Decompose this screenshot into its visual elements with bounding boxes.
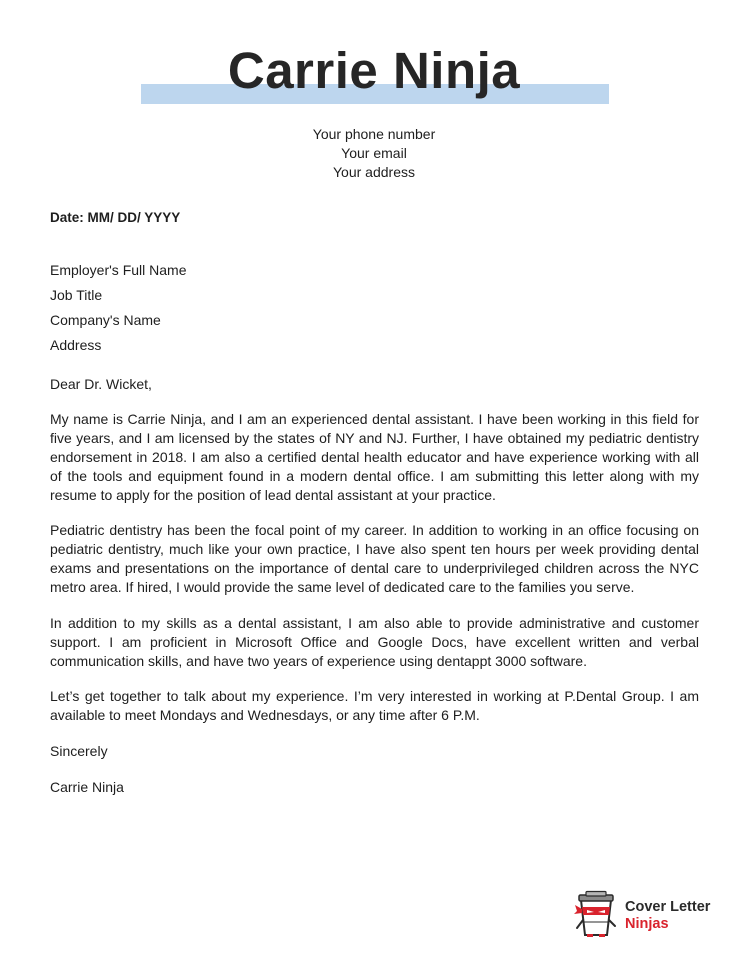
applicant-name: Carrie Ninja [227,42,521,99]
brand-logo [574,890,734,938]
contact-block [0,125,748,182]
body-paragraph-4: Let’s get together to talk about my experience. I’m very interested in working at P.Dental Group. I am available to meet Mondays and Wednesdays, or any time after 6 P.M. [50,688,699,723]
contact-address: Your address [333,164,415,180]
ninja-mascot-icon [574,890,618,938]
body-paragraph-3: In addition to my skills as a dental assistant, I am also able to provide administrative and customer support. I am proficient in Microsoft Office and Google Docs, have excellent written and verbal communication skills, and have two years of experience using dentappt 3000 software. [50,615,699,669]
employer-block [50,258,187,358]
salutation: Dear Dr. Wicket, [50,376,152,392]
signature: Carrie Ninja [50,779,124,795]
name-header [0,38,748,108]
employer-full-name: Employer's Full Name [50,262,187,278]
contact-email: Your email [341,145,407,161]
brand-line-2: Ninjas [625,916,669,932]
brand-line-1: Cover Letter [625,899,711,915]
letter-date: Date: MM/ DD/ YYYY [50,210,181,225]
body-paragraph-2: Pediatric dentistry has been the focal point of my career. In addition to working in an office focusing on pediatric dentistry, much like your own practice, I have also spent ten hours per week providing dental exams and presentations on the importance of dental care to underprivileged children across the NYC metro area. If hired, I would provide the same level of dedicated care to the families you serve. [50,522,699,595]
employer-address: Address [50,337,102,353]
body-paragraph-1: My name is Carrie Ninja, and I am an experienced dental assistant. I have been working in this field for five years, and I am licensed by the states of NY and NJ. Further, I have obtained my pediatric dentistry endorsement in 2018. I am also a certified dental health educator and have experience working with all of the tools and equipment found in a modern dental office. I am submitting this letter along with my resume to apply for the position of lead dental assistant at your practice. [50,411,699,503]
closing: Sincerely [50,743,108,759]
brand-wordmark [625,899,710,933]
contact-phone: Your phone number [312,126,436,142]
employer-job-title: Job Title [50,287,103,303]
employer-company: Company's Name [50,312,161,328]
